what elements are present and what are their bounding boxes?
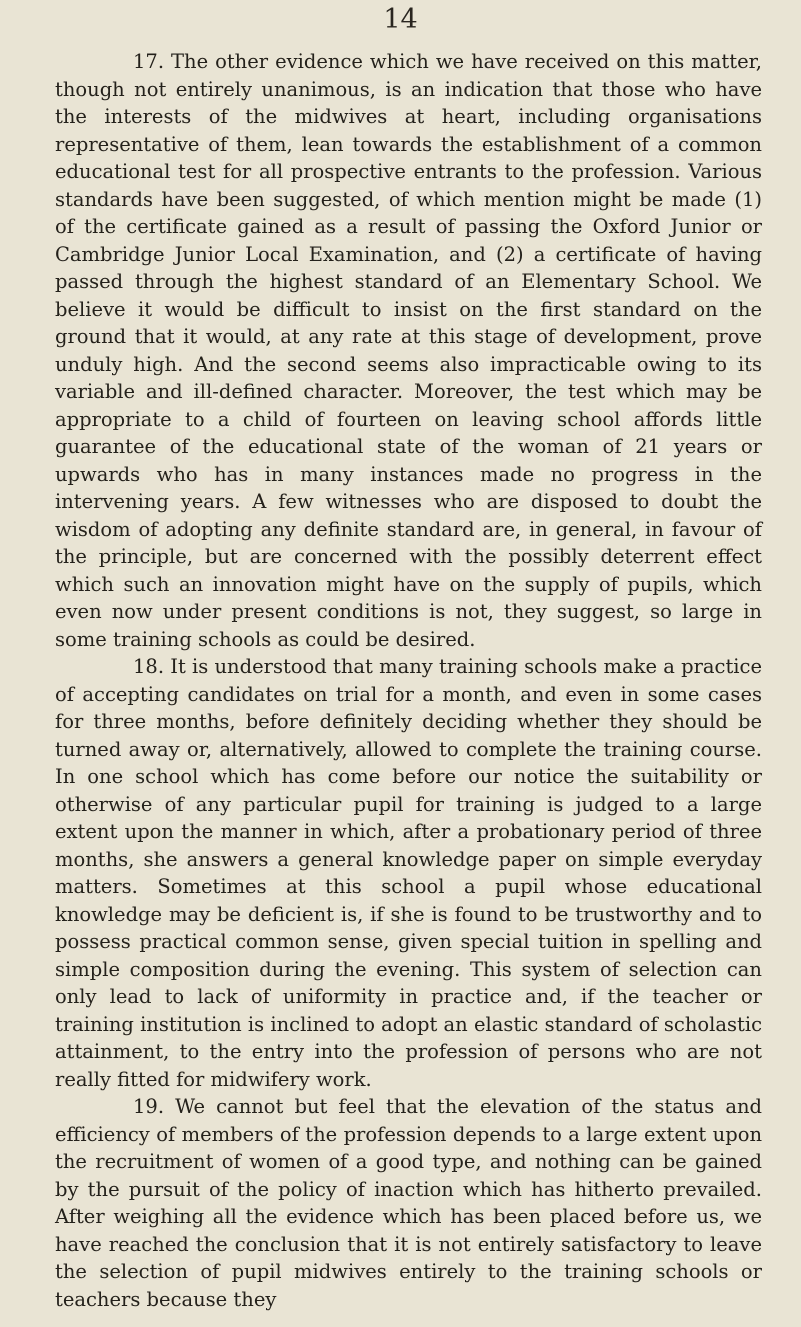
body-text: [55, 48, 762, 1313]
page-number: 14: [383, 4, 418, 35]
paragraph-17: 17. The other evidence which we have received on this matter, though not entirely unanimous, is an indication that those who have the interests of the midwives at heart, including organisations representative of them, lean towards the establishment of a common educational test for all prospective entrants to the profession. Various standards have been suggested, of which mention might be made (1) of the certificate gained as a result of passing the Oxford Junior or Cambridge Junior Local Examination, and (2) a certificate of having passed through the highest standard of an Elementary School. We believe it would be difficult to insist on the first standard on the ground that it would, at any rate at this stage of development, prove unduly high. And the second seems also impracticable owing to its variable and ill-defined character. Moreover, the test which may be appropriate to a child of fourteen on leaving school affords little guarantee of the educational state of the woman of 21 years or upwards who has in many instances made no progress in the intervening years. A few witnesses who are disposed to doubt the wisdom of adopting any definite standard are, in general, in favour of the principle, but are concerned with the possibly deterrent effect which such an innovation might have on the supply of pupils, which even now under present conditions is not, they suggest, so large in some training schools as could be desired.: [55, 50, 762, 651]
paragraph-19: 19. We cannot but feel that the elevation of the status and efficiency of members of the profession depends to a large extent upon the recruitment of women of a good type, and nothing can be gained by the pursuit of the policy of inaction which has hitherto prevailed. After weighing all the evidence which has been placed before us, we have reached the conclusion that it is not entirely satisfactory to leave the selection of pupil midwives entirely to the training schools or teachers because they: [55, 1095, 762, 1311]
paragraph-18: 18. It is understood that many training schools make a practice of accepting candidates on trial for a month, and even in some cases for three months, before definitely deciding whether they should be turned away or, alternatively, allowed to complete the training course. In one school which has come before our notice the suitability or otherwise of any particular pupil for training is judged to a large extent upon the manner in which, after a probationary period of three months, she answers a general knowledge paper on simple everyday matters. Sometimes at this school a pupil whose educational knowledge may be deficient is, if she is found to be trustworthy and to possess practical common sense, given special tuition in spelling and simple composition during the evening. This system of selection can only lead to lack of uniformity in practice and, if the teacher or training institution is inclined to adopt an elastic standard of scholastic attainment, to the entry into the profession of persons who are not really fitted for midwifery work.: [55, 655, 762, 1091]
